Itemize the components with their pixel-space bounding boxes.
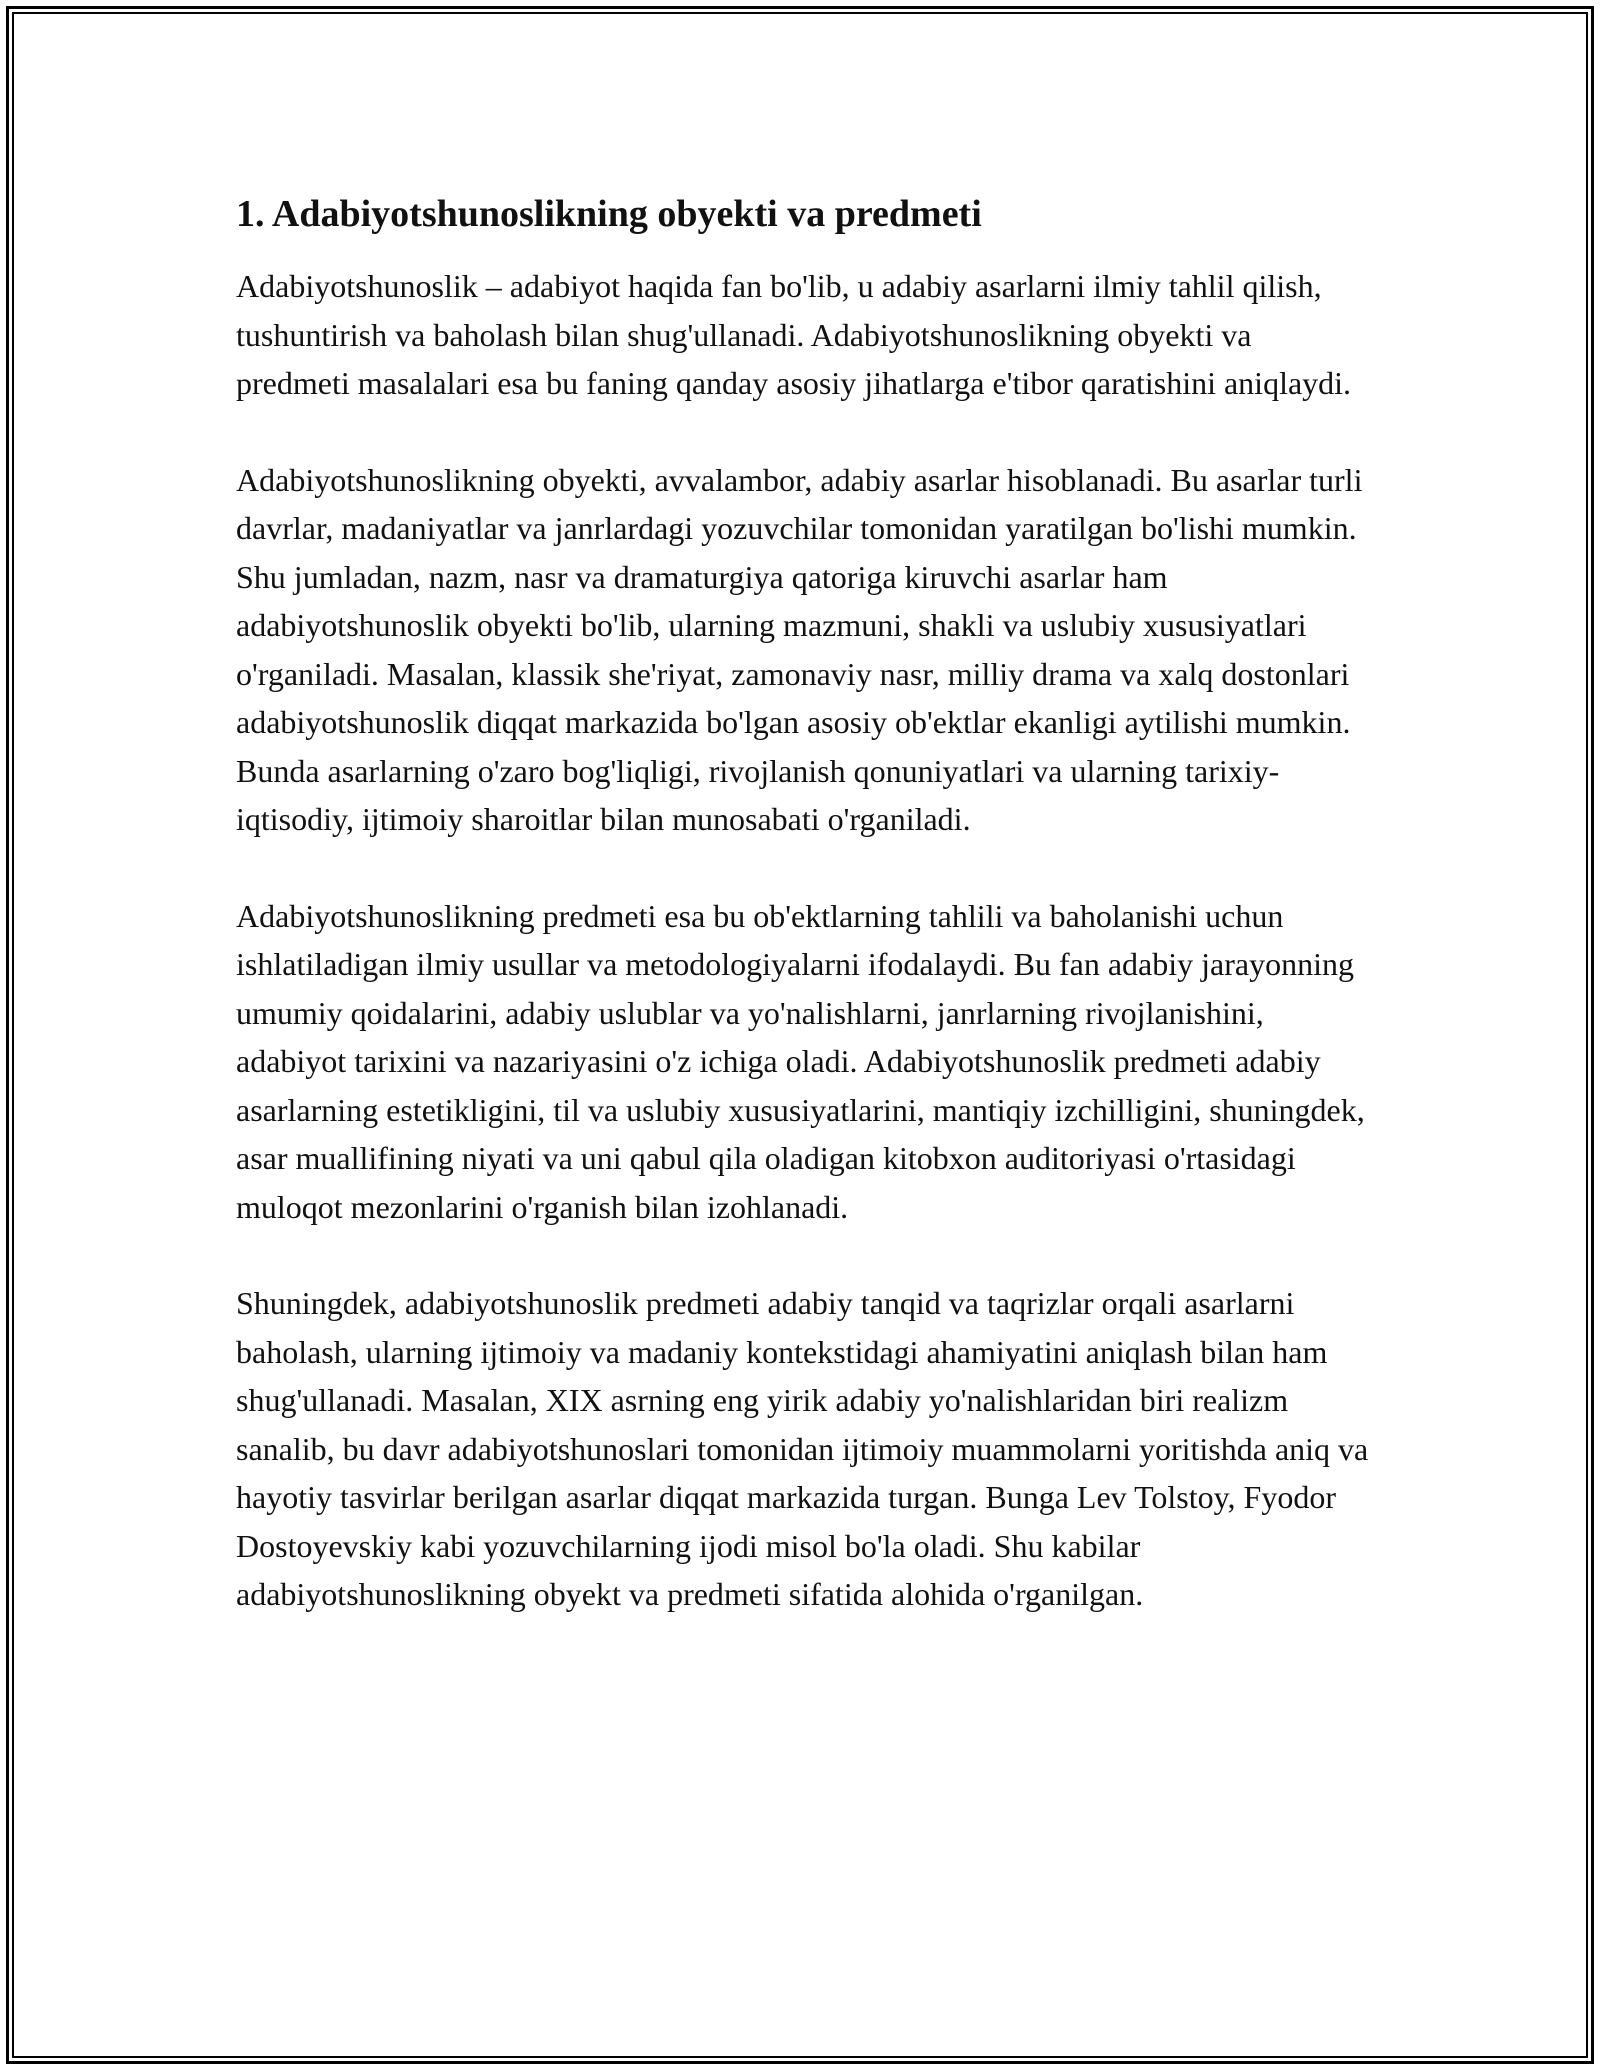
paragraph-2: Adabiyotshunoslikning obyekti, avvalambor, adabiy asarlar hisoblanadi. Bu asarlar turli davrlar, madaniyatlar va janrlardagi yozuvchilar tomonidan yaratilgan bo'lishi mumkin. Shu jumladan, nazm, nasr va dramaturgiya qatoriga kiruvchi asarlar ham adabiyotshunoslik obyekti bo'lib, ularning mazmuni, shakli va uslubiy xususiyatlari o'rganiladi. Masalan, klassik she'riyat, zamonaviy nasr, milliy drama va xalq dostonlari adabiyotshunoslik diqqat markazida bo'lgan asosiy ob'ektlar ekanligi aytilishi mumkin. Bunda asarlarning o'zaro bog'liqligi, rivojlanish qonuniyatlari va ularning tarixiy-iqtisodiy, ijtimoiy sharoitlar bilan munosabati o'rganiladi. [236, 461, 1363, 837]
document-body [236, 190, 1372, 1667]
section-heading: 1. Adabiyotshunoslikning obyekti va predmeti [236, 193, 982, 235]
paragraph-4: Shuningdek, adabiyotshunoslik predmeti adabiy tanqid va taqrizlar orqali asarlarni baholash, ularning ijtimoiy va madaniy kontekstidagi ahamiyatini aniqlash bilan ham shug'ullanadi. Masalan, XIX asrning eng yirik adabiy yo'nalishlaridan biri realizm sanalib, bu davr adabiyotshunoslari tomonidan ijtimoiy muammolarni yoritishda aniq va hayotiy tasvirlar berilgan asarlar diqqat markazida turgan. Bunga Lev Tolstoy, Fyodor Dostoyevskiy kabi yozuvchilarning ijodi misol bo'la oladi. Shu kabilar adabiyotshunoslikning obyekt va predmeti sifatida alohida o'rganilgan. [236, 1285, 1369, 1612]
paragraph-3: Adabiyotshunoslikning predmeti esa bu ob'ektlarning tahlili va baholanishi uchun ishlatiladigan ilmiy usullar va metodologiyalarni ifodalaydi. Bu fan adabiy jarayonning umumiy qoidalarini, adabiy uslublar va yo'nalishlarni, janrlarning rivojlanishini, adabiyot tarixini va nazariyasini o'z ichiga oladi. Adabiyotshunoslik predmeti adabiy asarlarning estetikligini, til va uslubiy xususiyatlarini, mantiqiy izchilligini, shuningdek, asar muallifining niyati va uni qabul qila oladigan kitobxon auditoriyasi o'rtasidagi muloqot mezonlarini o'rganish bilan izohlanadi. [236, 897, 1365, 1225]
paragraph-1: Adabiyotshunoslik – adabiyot haqida fan bo'lib, u adabiy asarlarni ilmiy tahlil qilish, tushuntirish va baholash bilan shug'ullanadi. Adabiyotshunoslikning obyekti va predmeti masalalari esa bu faning qanday asosiy jihatlarga e'tibor qaratishini aniqlaydi. [236, 268, 1352, 401]
